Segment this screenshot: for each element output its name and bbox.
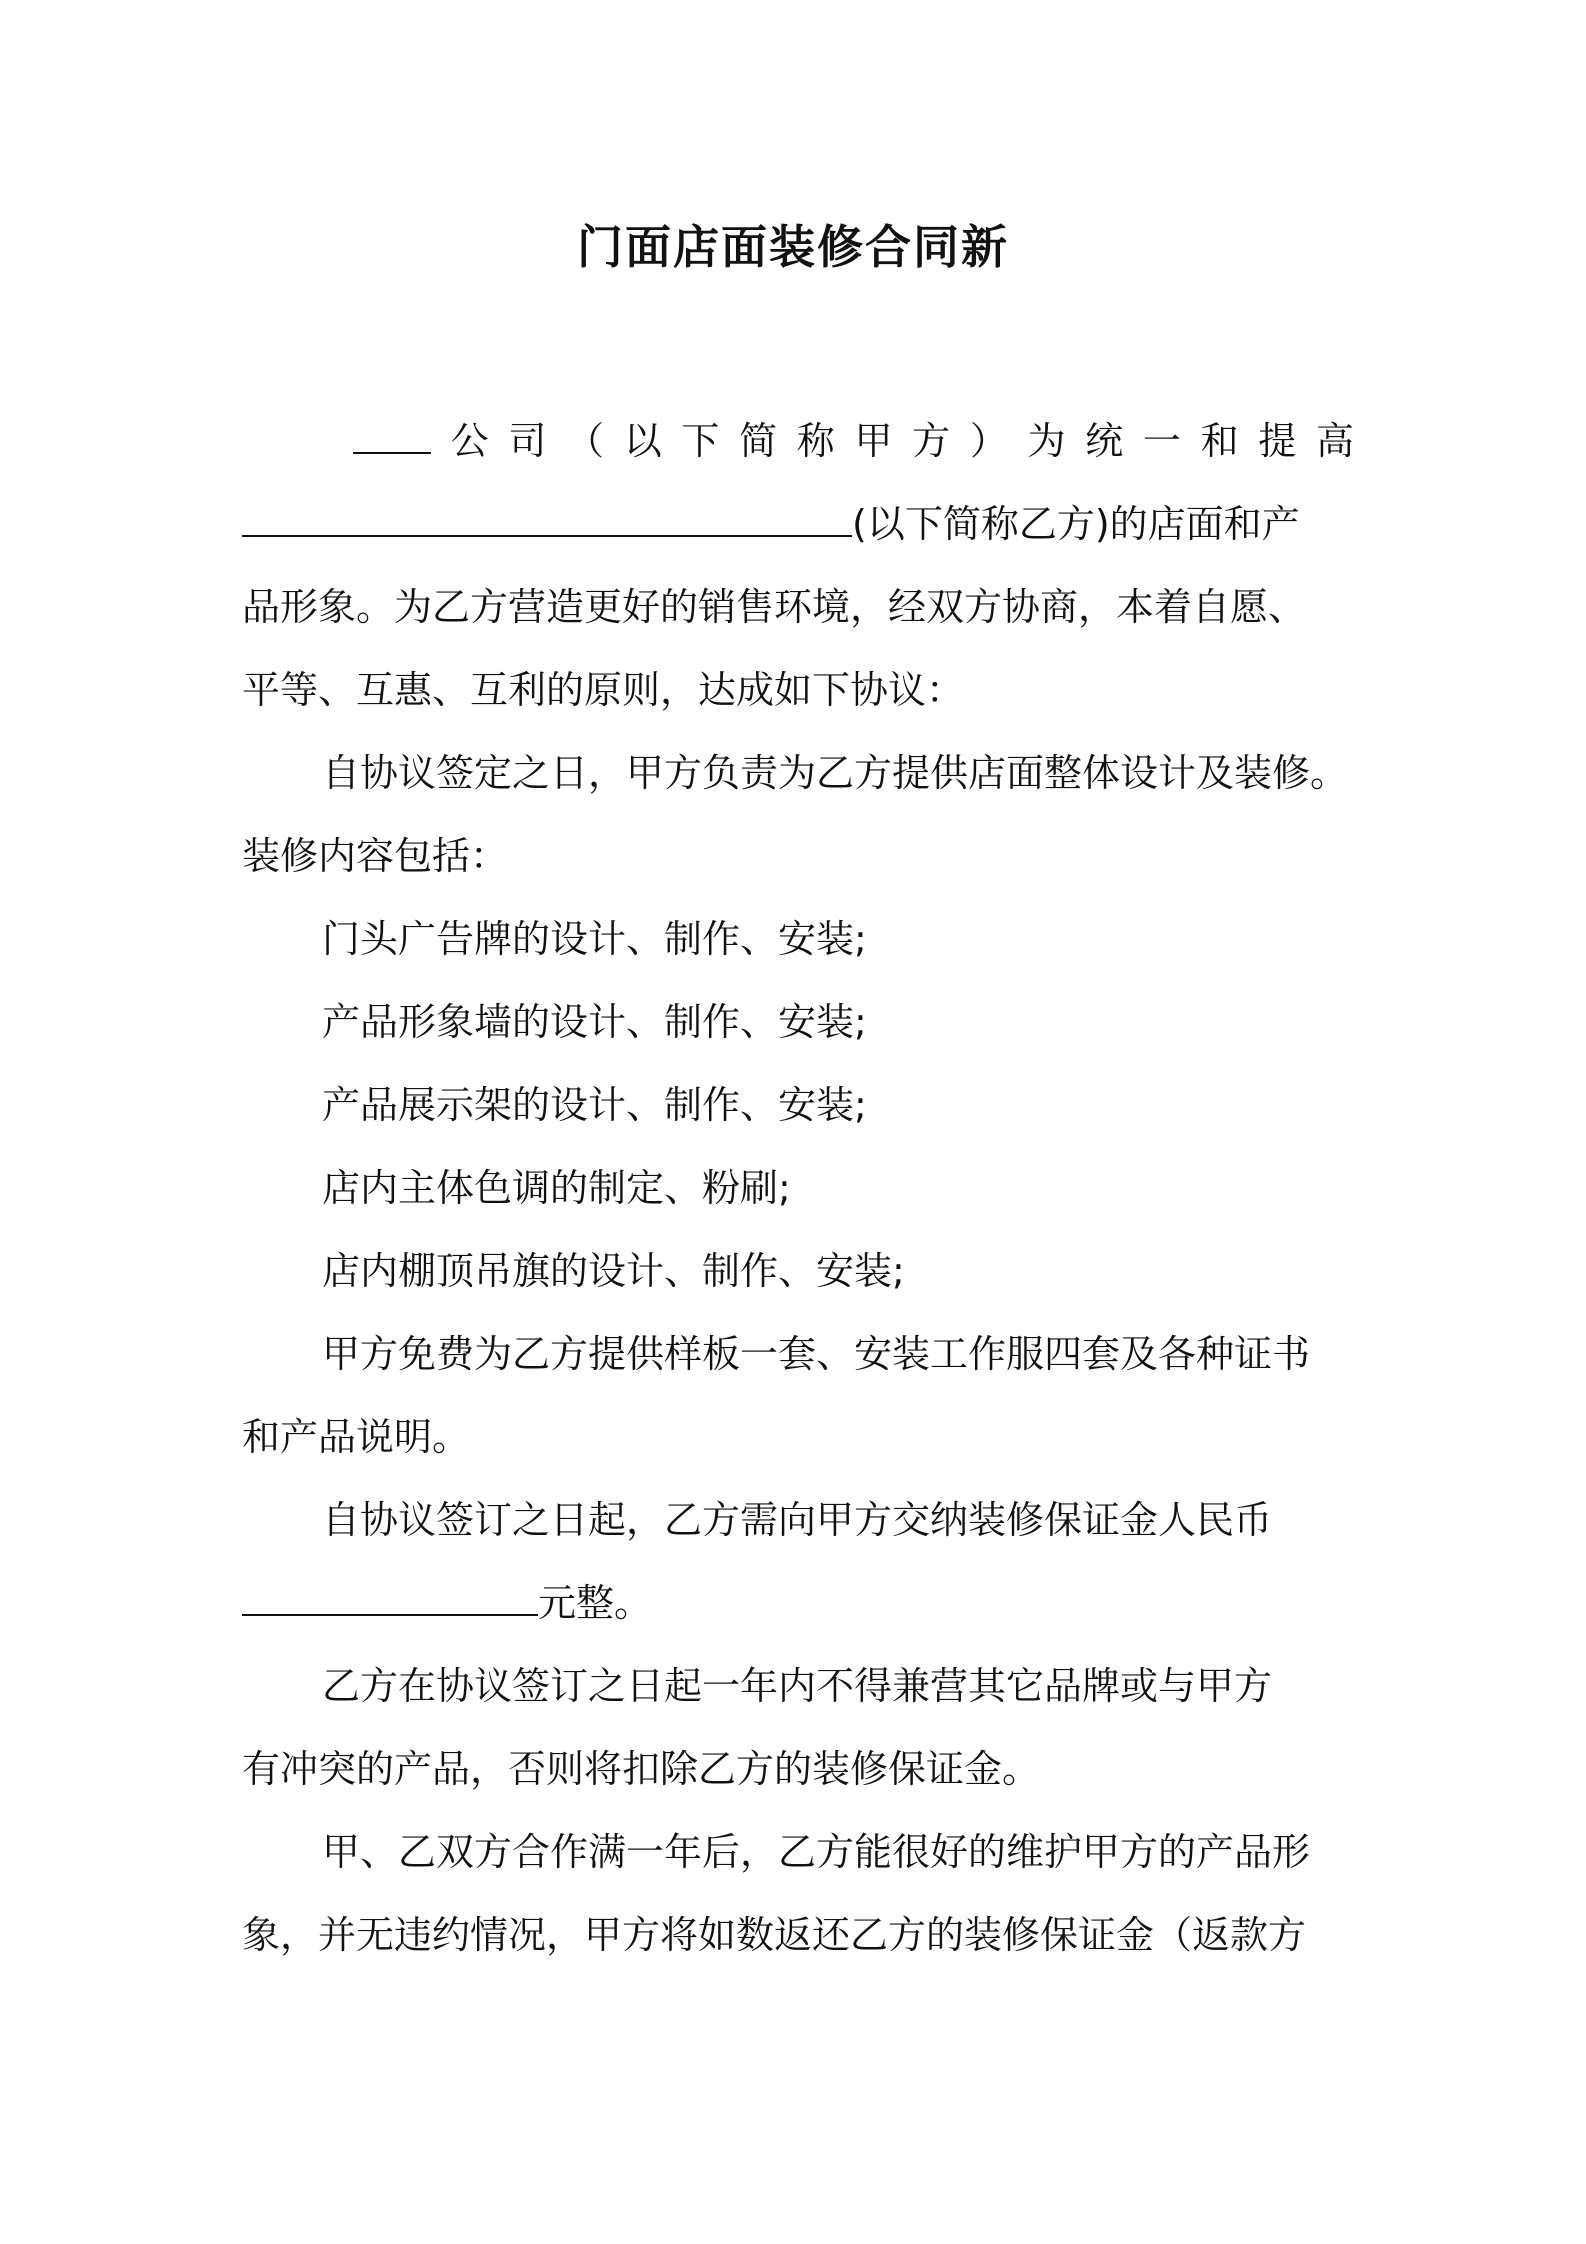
word: 方 — [912, 419, 951, 463]
paragraph-5-line-1: 乙方在协议签订之日起一年内不得兼营其它品牌或与甲方 — [322, 1664, 1273, 1708]
decoration-item: 店内棚顶吊旗的设计、制作、安装; — [322, 1249, 905, 1293]
paragraph-5-line-2: 有冲突的产品，否则将扣除乙方的装修保证金。 — [242, 1747, 1041, 1791]
underline-blank — [353, 422, 431, 454]
word: ） — [969, 419, 1008, 463]
text: 元整。 — [538, 1581, 653, 1625]
word: （ — [566, 419, 605, 463]
word: 公 — [450, 419, 489, 463]
word: 统 — [1085, 419, 1124, 463]
word: 称 — [796, 419, 835, 463]
blank-field-party-b — [242, 505, 852, 537]
paragraph-2-line-1: 自协议签定之日，甲方负责为乙方提供店面整体设计及装修。 — [322, 751, 1349, 795]
paragraph-1-line-3: 品形象。为乙方营造更好的销售环境，经双方协商，本着自愿、 — [242, 585, 1307, 629]
word: 提 — [1258, 419, 1297, 463]
decoration-item: 店内主体色调的制定、粉刷; — [322, 1166, 791, 1210]
paragraph-1-line-2 — [242, 483, 1354, 566]
document-body — [242, 400, 1354, 1977]
paragraph-6-line-1: 甲、乙双方合作满一年后，乙方能很好的维护甲方的产品形 — [322, 1830, 1311, 1874]
word: 下 — [681, 419, 720, 463]
text: (以下简称乙方)的店面和产 — [852, 502, 1300, 546]
decoration-item: 门头广告牌的设计、制作、安装; — [322, 917, 867, 961]
paragraph-4-line-1: 自协议签订之日起，乙方需向甲方交纳装修保证金人民币 — [322, 1498, 1273, 1542]
paragraph-3-line-2: 和产品说明。 — [242, 1415, 471, 1459]
word: 司 — [508, 419, 547, 463]
document-title: 门面店面装修合同新 — [577, 220, 1009, 274]
word: 简 — [739, 419, 778, 463]
paragraph-6-line-2: 象，并无违约情况，甲方将如数返还乙方的装修保证金（返款方 — [242, 1913, 1307, 1957]
paragraph-1-line-1 — [242, 400, 1354, 483]
word: 甲 — [854, 419, 893, 463]
paragraph-3-line-1: 甲方免费为乙方提供样板一套、安装工作服四套及各种证书 — [322, 1332, 1311, 1376]
word: 和 — [1200, 419, 1239, 463]
paragraph-2-line-2: 装修内容包括： — [242, 834, 509, 878]
word: 高 — [1315, 419, 1354, 463]
word: 为 — [1027, 419, 1066, 463]
decoration-item: 产品形象墙的设计、制作、安装; — [322, 1000, 867, 1044]
paragraph-1-line-4: 平等、互惠、互利的原则，达成如下协议： — [242, 668, 965, 712]
word: 一 — [1142, 419, 1181, 463]
blank-field-deposit-amount — [242, 1584, 538, 1616]
blank-field-party-a — [353, 400, 431, 483]
decoration-item: 产品展示架的设计、制作、安装; — [322, 1083, 867, 1127]
word: 以 — [623, 419, 662, 463]
paragraph-4-line-2 — [242, 1562, 1354, 1645]
